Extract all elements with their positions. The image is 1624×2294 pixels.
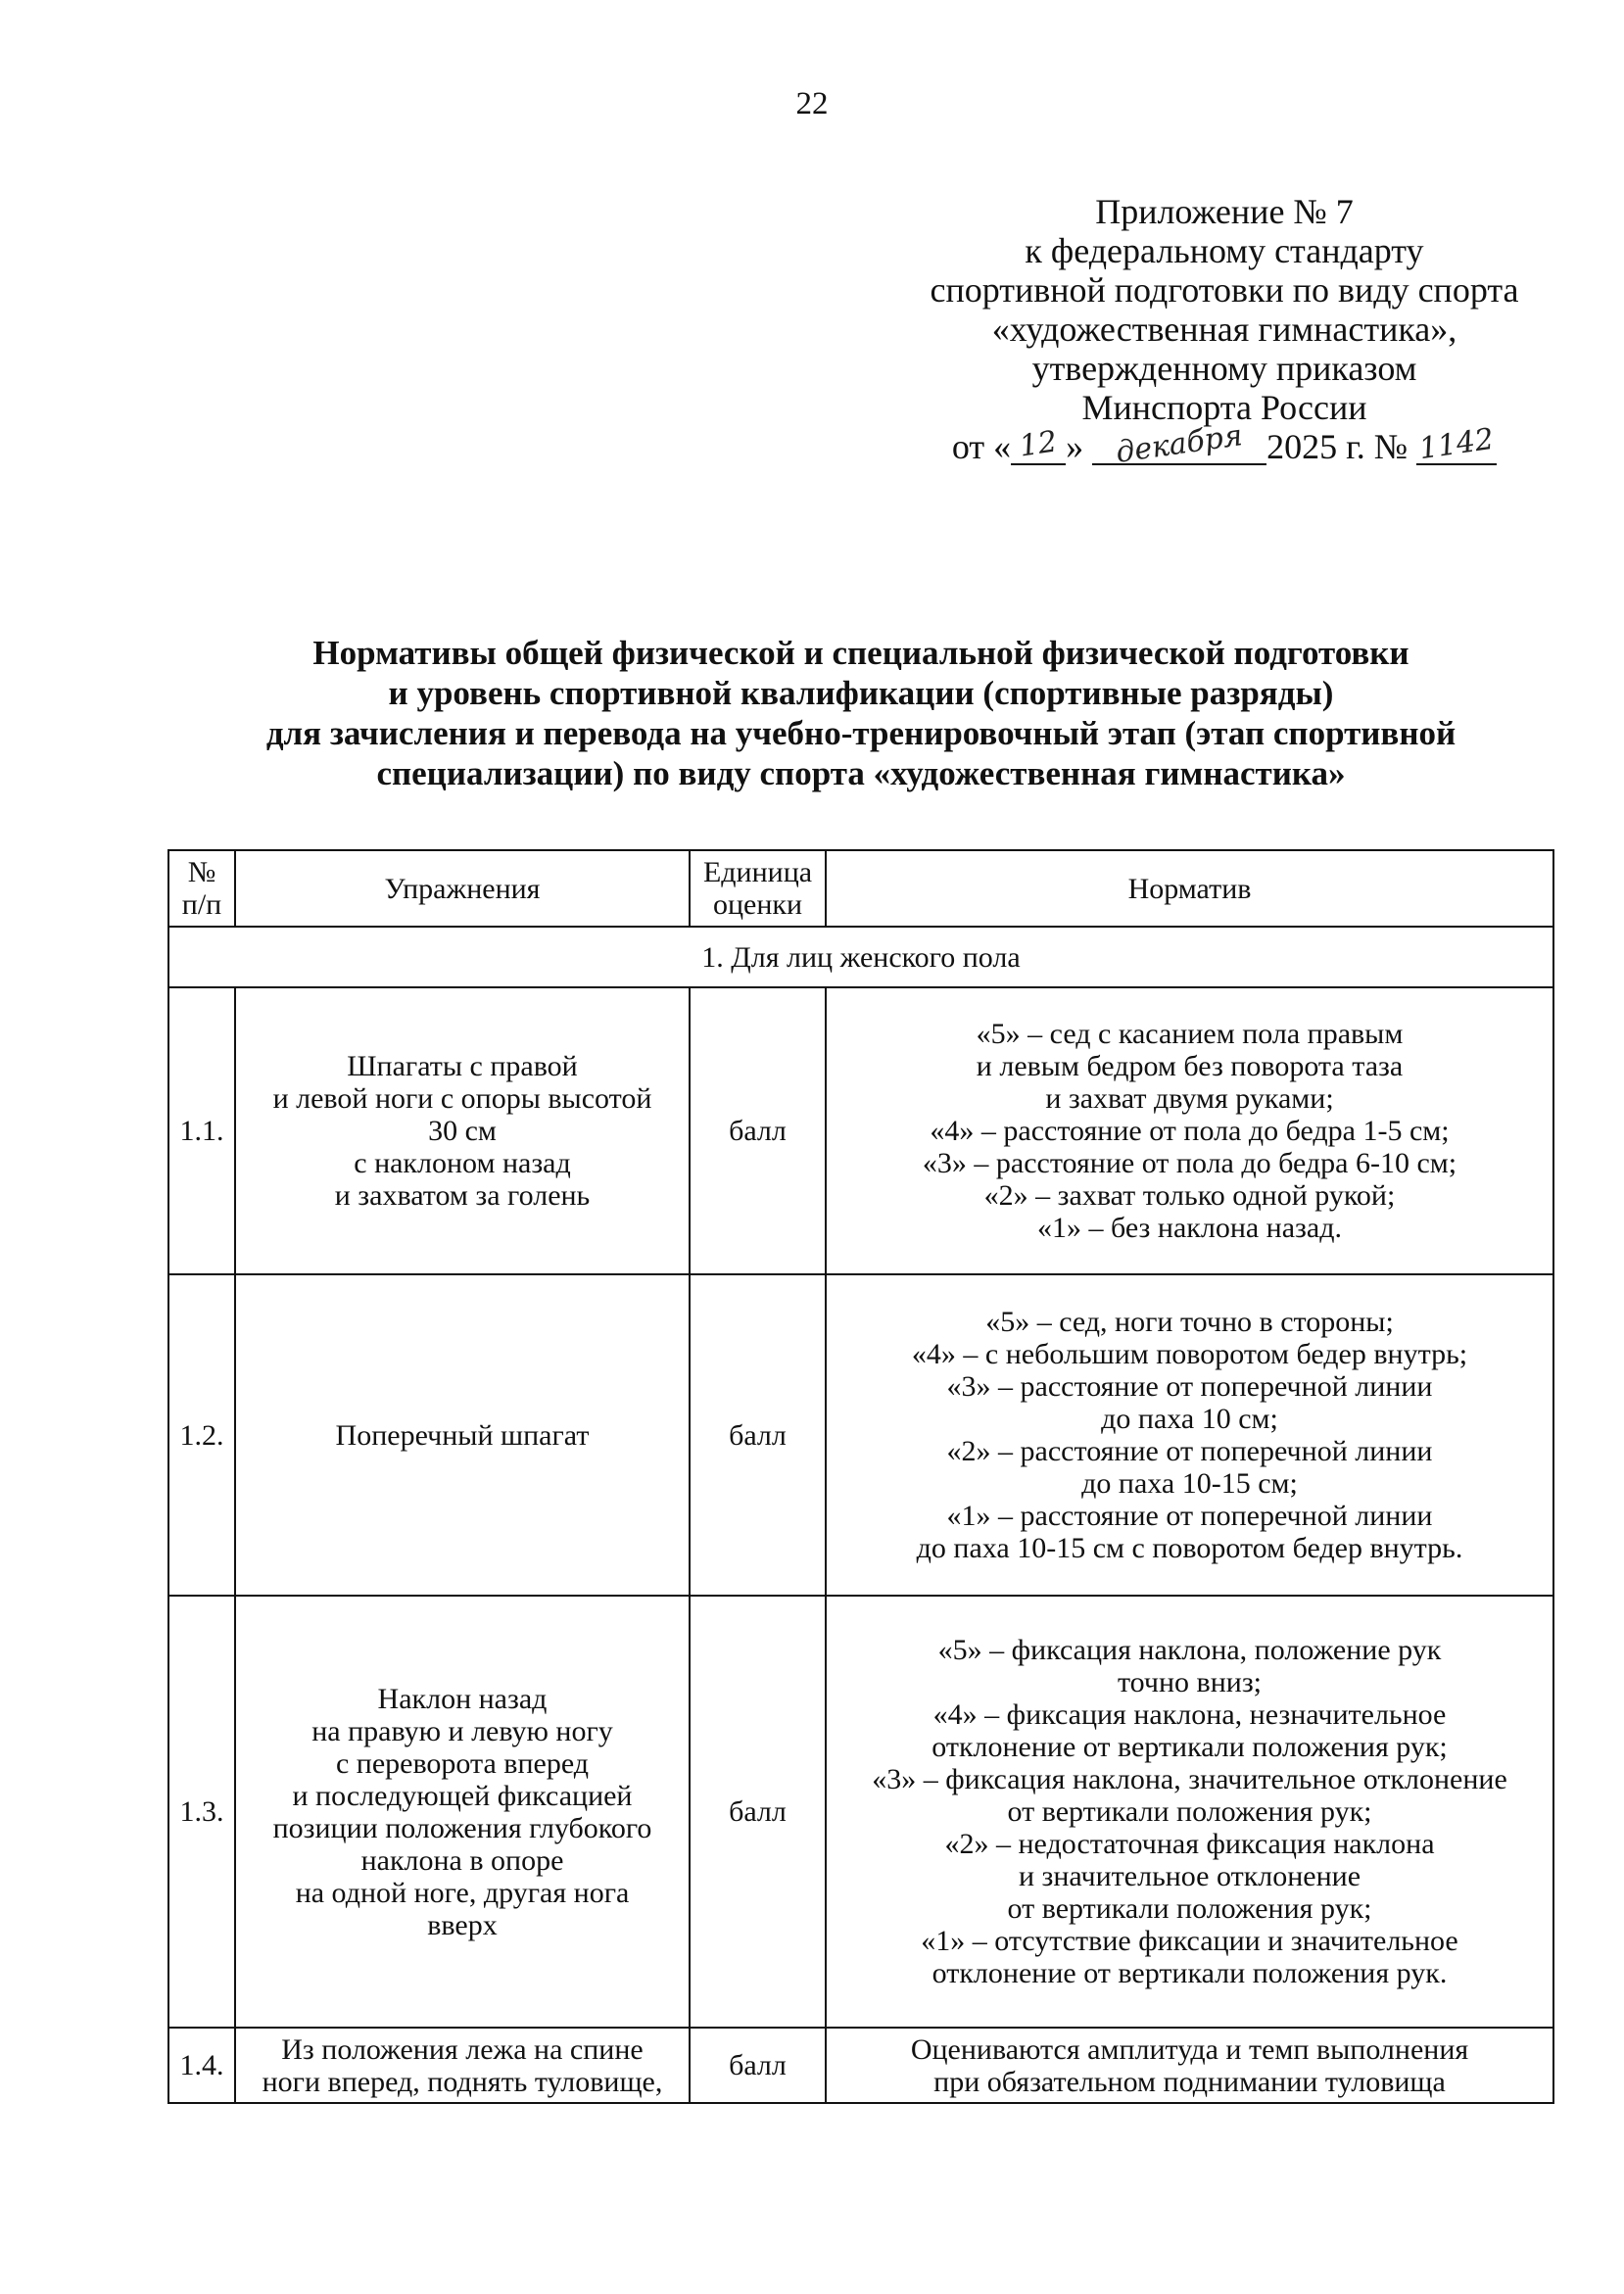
norm-line: «3» – фиксация наклона, значительное отклонение: [872, 1763, 1507, 1795]
header-norm: Норматив: [826, 850, 1553, 927]
exercise-line: Из положения лежа на спине: [281, 2032, 644, 2066]
norm-line: точно вниз;: [1117, 1666, 1263, 1698]
exercise-line: с наклоном назад: [354, 1147, 571, 1179]
norm-line: «4» – фиксация наклона, незначительное: [932, 1698, 1447, 1731]
appendix-line: Минспорта России: [1081, 388, 1367, 427]
handwritten-day: 12: [1017, 424, 1060, 464]
norm-line: от вертикали положения рук;: [1007, 1795, 1372, 1828]
row-number: 1.2.: [168, 1274, 235, 1596]
page-number: 22: [795, 86, 829, 121]
handwritten-month-field: [1092, 418, 1266, 470]
unit-cell: балл: [690, 987, 826, 1274]
norm-cell: [826, 987, 1553, 1274]
norm-line: «2» – захват только одной рукой;: [983, 1179, 1396, 1212]
handwritten-month: декабря: [1114, 418, 1245, 470]
row-number: 1.4.: [168, 2028, 235, 2103]
unit-cell: балл: [690, 2028, 826, 2103]
title-line: и уровень спортивной квалификации (спортивные разряды): [388, 674, 1334, 712]
row-number: 1.3.: [168, 1596, 235, 2028]
norm-line: отклонение от вертикали положения рук;: [931, 1731, 1448, 1763]
norm-line: при обязательном поднимании туловища: [933, 2065, 1446, 2098]
exercise-line: ноги вперед, поднять туловище,: [262, 2065, 663, 2098]
norm-line: и значительное отклонение: [1018, 1860, 1361, 1892]
exercise-line: и захватом за голень: [334, 1179, 591, 1212]
table-row: [168, 1596, 1553, 2028]
norm-line: «5» – фиксация наклона, положение рук: [937, 1634, 1442, 1666]
table-row: [168, 1274, 1553, 1596]
norm-cell: [826, 2028, 1553, 2103]
norm-line: и левым бедром без поворота таза: [976, 1050, 1404, 1082]
section-title: 1. Для лиц женского пола: [168, 927, 1553, 987]
header-unit-line: оценки: [712, 888, 803, 921]
exercise-line: и левой ноги с опоры высотой: [272, 1082, 652, 1115]
title-line: Нормативы общей физической и специальной физической подготовки: [312, 634, 1409, 672]
norm-line: «3» – расстояние от поперечной линии: [946, 1370, 1433, 1403]
appendix-date-line: [901, 418, 1548, 470]
appendix-line: спортивной подготовки по виду спорта: [930, 270, 1519, 310]
unit-cell: балл: [690, 1596, 826, 2028]
norm-line: «5» – сед с касанием пола правым: [976, 1018, 1404, 1050]
exercise-line: с переворота вперед: [335, 1746, 590, 1780]
header-unit: [690, 850, 826, 927]
exercise-line: и последующей фиксацией: [292, 1779, 633, 1812]
header-number: [168, 850, 235, 927]
handwritten-order-number-field: [1416, 421, 1497, 467]
norm-line: до паха 10 см;: [1101, 1403, 1278, 1435]
table-row: [168, 987, 1553, 1274]
exercise-line: позиции положения глубокого: [272, 1811, 652, 1844]
appendix-line: Приложение № 7: [1095, 192, 1354, 231]
exercise-cell: [235, 2028, 690, 2103]
norm-line: «1» – расстояние от поперечной линии: [946, 1500, 1433, 1532]
norm-line: «4» – расстояние от пола до бедра 1-5 см;: [930, 1115, 1450, 1147]
norms-table: [167, 849, 1554, 2104]
exercise-line: на одной ноге, другая нога: [295, 1876, 630, 1909]
date-prefix: от «: [951, 427, 1012, 466]
norm-line: «4» – с небольшим поворотом бедер внутрь;: [911, 1338, 1468, 1370]
header-unit-line: Единица: [702, 856, 813, 888]
date-mid: »: [1066, 427, 1084, 466]
header-number-symbol: №: [187, 856, 216, 888]
norm-line: «2» – недостаточная фиксация наклона: [944, 1828, 1435, 1860]
section-row: [168, 927, 1553, 987]
exercise-line: вверх: [427, 1908, 498, 1941]
exercise-line: наклона в опоре: [360, 1843, 564, 1877]
norm-line: «1» – отсутствие фиксации и значительное: [921, 1925, 1458, 1957]
appendix-line: к федеральному стандарту: [1025, 231, 1424, 270]
exercise-line: Наклон назад: [377, 1682, 548, 1715]
title-line: для зачисления и перевода на учебно-тренировочный этап (этап спортивной: [265, 714, 1457, 752]
norm-line: до паха 10-15 см;: [1081, 1467, 1298, 1500]
appendix-header: [901, 192, 1548, 470]
title-line: специализации) по виду спорта «художественная гимнастика»: [376, 754, 1346, 792]
norm-line: до паха 10-15 см с поворотом бедер внутрь.: [916, 1532, 1463, 1564]
norm-line: отклонение от вертикали положения рук.: [931, 1957, 1448, 1989]
appendix-line: «художественная гимнастика»,: [991, 310, 1457, 349]
table-header-row: [168, 850, 1553, 927]
exercise-line: 30 см: [428, 1115, 497, 1147]
date-year: 2025 г. №: [1266, 427, 1409, 466]
unit-cell: балл: [690, 1274, 826, 1596]
norm-line: от вертикали положения рук;: [1007, 1892, 1372, 1925]
appendix-line: утвержденному приказом: [1031, 349, 1417, 388]
handwritten-day-field: [1011, 424, 1066, 465]
table-row: [168, 2028, 1553, 2103]
norm-line: «1» – без наклона назад.: [1037, 1212, 1342, 1244]
exercise-cell: [235, 1596, 690, 2028]
norm-line: Оцениваются амплитуда и темп выполнения: [910, 2032, 1469, 2066]
norm-cell: [826, 1596, 1553, 2028]
header-number-abbr: п/п: [181, 888, 222, 921]
handwritten-order-number: 1142: [1416, 421, 1497, 467]
header-exercise: Упражнения: [235, 850, 690, 927]
document-title: [167, 633, 1555, 793]
exercise-cell: [235, 987, 690, 1274]
row-number: 1.1.: [168, 987, 235, 1274]
norm-line: и захват двумя руками;: [1045, 1082, 1334, 1115]
norm-cell: [826, 1274, 1553, 1596]
exercise-line: Шпагаты с правой: [347, 1050, 578, 1082]
norm-line: «5» – сед, ноги точно в стороны;: [985, 1306, 1394, 1338]
exercise-cell: [235, 1274, 690, 1596]
norm-line: «3» – расстояние от пола до бедра 6-10 см;: [922, 1147, 1457, 1179]
exercise-line: на правую и левую ногу: [311, 1714, 613, 1747]
exercise-line: Поперечный шпагат: [335, 1418, 590, 1452]
norm-line: «2» – расстояние от поперечной линии: [946, 1435, 1433, 1467]
